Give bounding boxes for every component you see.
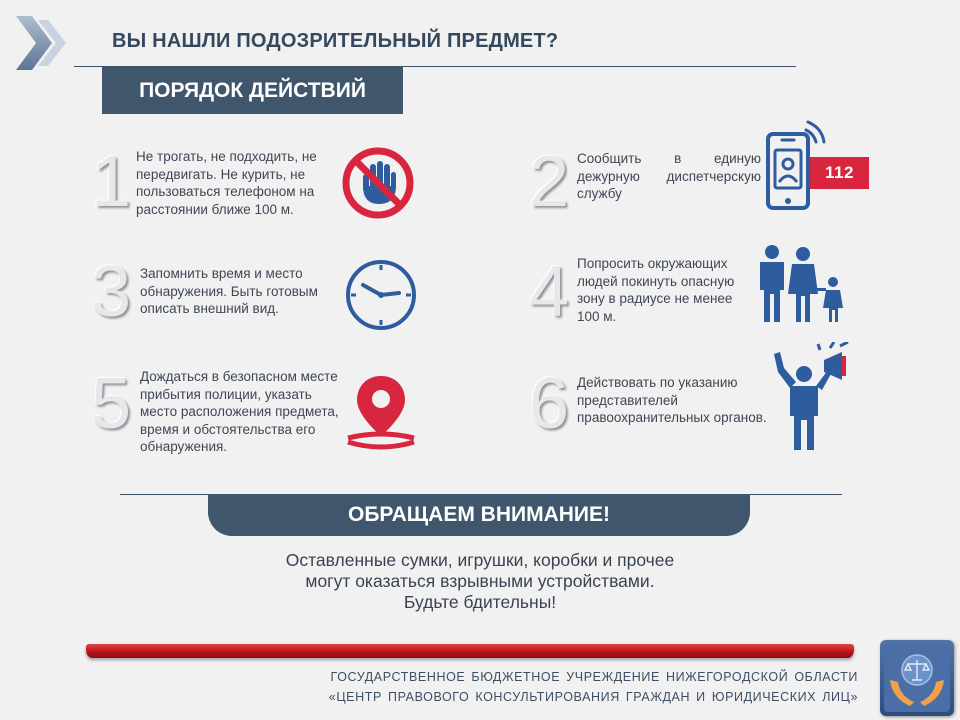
step-text-1: Не трогать, не подходить, не передвигать. Не курить, не пользоваться телефоном на расстоянии ближе 100 м.	[136, 149, 317, 217]
location-pin-icon	[342, 372, 420, 452]
page-title: ВЫ НАШЛИ ПОДОЗРИТЕЛЬНЫЙ ПРЕДМЕТ?	[112, 30, 559, 52]
step-text-2: Сообщить в единую дежурную диспетчерскую службу	[577, 151, 761, 201]
clock-icon	[343, 257, 419, 333]
megaphone-person-icon	[770, 342, 862, 452]
family-icon	[752, 240, 852, 324]
step-number-2: 2	[528, 142, 570, 222]
step-number-5: 5	[90, 364, 132, 444]
step-number-1: 1	[90, 142, 132, 222]
step-text-4: Попросить окружающих людей покинуть опасную зону в радиусе не менее 100 м.	[577, 256, 735, 324]
chevrons-logo-icon	[14, 14, 68, 72]
step-text-5: Дождаться в безопасном месте прибытия полиции, указать место расположения предмета, время и обстоятельства его обнаружения.	[140, 369, 339, 454]
organization-logo-icon	[880, 640, 954, 716]
attention-line-3: Будьте бдительны!	[403, 592, 557, 612]
step-text-6: Действовать по указанию представителей правоохранительных органов.	[577, 375, 767, 425]
red-divider-bar	[86, 644, 854, 658]
step-number-3: 3	[90, 252, 132, 332]
footer-line-2: «ЦЕНТР ПРАВОВОГО КОНСУЛЬТИРОВАНИЯ ГРАЖДАН И ЮРИДИЧЕСКИХ ЛИЦ»	[328, 690, 858, 704]
attention-line-2: могут оказаться взрывными устройствами.	[305, 571, 655, 591]
step-text-3: Запомнить время и место обнаружения. Быть готовым описать внешний вид.	[140, 266, 318, 316]
section-banner: ПОРЯДОК ДЕЙСТВИЙ	[102, 67, 403, 114]
attention-text	[230, 550, 730, 613]
attention-banner: ОБРАЩАЕМ ВНИМАНИЕ!	[208, 494, 750, 536]
no-touch-hand-icon	[341, 146, 415, 220]
step-number-4: 4	[528, 252, 570, 332]
attention-line-1: Оставленные сумки, игрушки, коробки и прочее	[285, 550, 675, 570]
step-number-6: 6	[528, 364, 570, 444]
emergency-number-badge: 112	[810, 157, 869, 189]
footer-line-1: ГОСУДАРСТВЕННОЕ БЮДЖЕТНОЕ УЧРЕЖДЕНИЕ НИЖЕГОРОДСКОЙ ОБЛАСТИ	[330, 670, 858, 684]
